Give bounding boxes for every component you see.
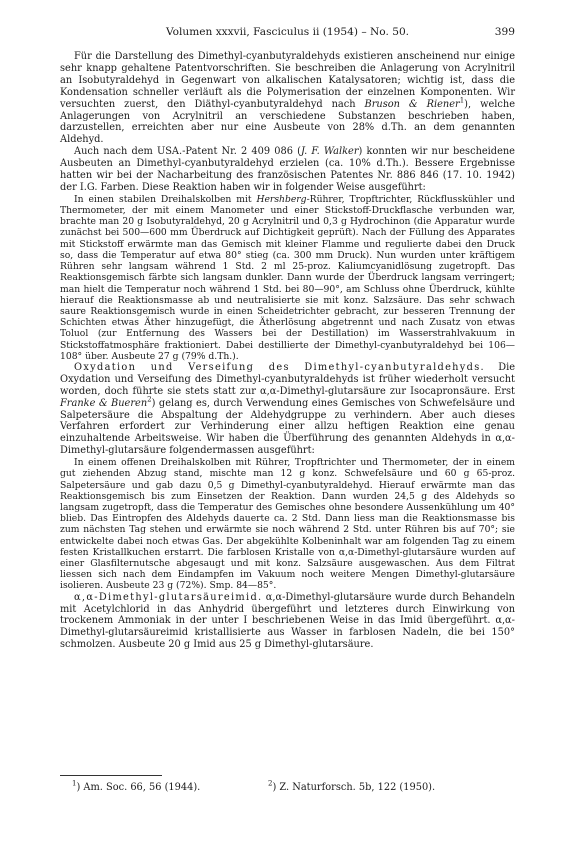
paragraph-procedure-1: In einen stabilen Dreihalskolben mit Hershberg-Rührer, Tropftrichter, Rückflusskühler und Thermometer, der mit einem Manometer und einer Stickstoff-Druckflasche verbunden war, brachte man 20 g Isobutyraldehyd, 20 g Acrylnitril und 0,3 g Hydrochinon (die Apparatur wurde zunächst bei 500—600 mm Überdruck auf Dichtigkeit geprüft). Nach der Füllung des Apparates mit Stickstoff erwärmte man das Gemisch mit kleiner Flamme und regulierte dabei den Druck so, dass die Temperatur auf etwa 80° stieg (ca. 300 mm Druck). Nun wurden unter kräftigem Rühren sehr langsam während 1 Std. 2 ml 25-proz. Kaliumcyanidlösung zugetropft. Das Reaktionsgemisch färbte sich langsam dunkler. Dann wurde der Überdruck langsam verringert; man hielt die Temperatur noch während 1 Std. bei 80—90°, am Schluss ohne Überdruck, kühlte hierauf die Reaktionsmasse ab und neutralisierte sie mit konz. Salzsäure. Das sehr schwach saure Reaktionsgemisch wurde in einen Scheidetrichter gebracht, zur besseren Trennung der Schichten etwas Äther hinzugefügt, die Ätherlösung abgetrennt und nach Zusatz von etwas Toluol (zur Entfernung des Wassers bei der Destillation) im Wasserstrahlvakuum in Stickstoffatmosphäre fraktioniert. Dabei destillierte der Dimethyl-cyanbutyraldehyd bei 106—108° über. Ausbeute 27 g (79% d.Th.). (60, 193, 515, 362)
running-title: Volumen xxxvii, Fasciculus ii (1954) – No. 50. (165, 26, 410, 38)
paragraph-procedure-2: In einem offenen Dreihalskolben mit Rührer, Tropftrichter und Thermometer, der in einem gut ziehenden Abzug stand, mischte man 12 g konz. Schwefelsäure und 60 g 65-proz. Salpetersäure und gab dazu 0,5 g Dimethyl-cyanbutyraldehyd. Hierauf erwärmte man das Reaktionsgemisch bis zum Einsetzen der Reaktion. Dann wurden 24,5 g des Aldehyds so langsam zugetropft, dass die Temperatur des Gemisches ohne besondere Aussenkühlung um 40° blieb. Das Eintropfen des Aldehyds dauerte ca. 2 Std. Dann liess man die Reaktionsmasse bis zum nächsten Tag stehen und erwärmte sie noch während 2 Std. unter Rühren bis auf 70°; sie entwickelte dabei noch etwas Gas. Der abgekühlte Kolbeninhalt war am folgenden Tag zu einem festen Kristallkuchen erstarrt. Die farblosen Kristalle von α,α-Dimethyl-glutarsäure wurden auf einer Glasfilternutsche abgesaugt und mit konz. Salzsäure ausgewaschen. Aus dem Filtrat liessen sich nach dem Eindampfen im Vakuum noch weitere Mengen Dimethyl-glutarsäure isolieren. Ausbeute 23 g (72%). Smp. 84—85°. (60, 457, 515, 592)
paragraph-intro: Für die Darstellung des Dimethyl-cyanbutyraldehyds existieren anscheinend nur einige sehr knapp gehaltene Patentvorschriften. Sie beschreiben die Anlagerung von Acrylnitril an Isobutyraldehyd in Gegenwart von alkalischen Katalysatoren; wichtig ist, dass die Kondensation schneller verläuft als die Polymerisation der einzelnen Komponenten. Wir versuchten zuerst, den Diäthyl-cyanbutyraldehyd nach Bruson & Riener$^1$), welche Anlagerungen von Acrylnitril an verschiedene Substanzen beschrieben haben, darzustellen, erreichten aber nur eine Ausbeute von 28% d.Th. an dem genannten Aldehyd. (60, 51, 515, 146)
footnote-ref: 2 (147, 395, 152, 404)
journal-page (60, 0, 515, 864)
running-header (60, 26, 515, 40)
footnote-1: $^1$) Am. Soc. 66, 56 (1944). (72, 779, 201, 793)
paragraph-patent: Auch nach dem USA.-Patent Nr. 2 409 086 (J. F. Walker) konnten wir nur bescheidene Ausbeuten an Dimethyl-cyanbutyraldehyd erzielen (ca. 10% d.Th.). Bessere Ergebnisse hatten wir bei der Nacharbeitung des französischen Patentes Nr. 886 846 (17. 10. 1942) der I.G. Farben. Diese Reaktion haben wir in folgender Weise ausgeführt: (60, 146, 515, 193)
section-heading: Oxydation und Verseifung des Dimethyl-cyanbutyraldehyds. (74, 361, 485, 373)
article-body (60, 51, 515, 651)
paragraph-imide: α,α-Dimethyl-glutarsäureimid. α,α-Dimethyl-glutarsäure wurde durch Behandeln mit Acetylchlorid in das Anhydrid übergeführt und letzteres durch Einwirkung von trockenem Ammoniak in der unter I beschriebenen Weise in das Imid übergeführt. α,α-Dimethyl-glutarsäureimid kristallisierte aus Wasser in farblosen Nadeln, die bei 150° schmolzen. Ausbeute 20 g Imid aus 25 g Dimethyl-glutarsäure. (60, 591, 515, 651)
footnote-2: $^2$) Z. Naturforsch. 5b, 122 (1950). (268, 779, 436, 793)
section-heading: α,α-Dimethyl-glutarsäureimid. (74, 591, 263, 603)
footnote-ref: 1 (459, 96, 465, 105)
paragraph-oxidation: Oxydation und Verseifung des Dimethyl-cyanbutyraldehyds. Die Oxydation und Verseifung des Dimethyl-cyanbutyraldehyds ist früher wiederholt versucht worden, doch führte sie stets statt zur α,α-Dimethyl-glutarsäure zur Isocapronsäure. Erst Franke & Bueren$^2$) gelang es, durch Verwendung eines Gemisches von Schwefelsäure und Salpetersäure die Abspaltung der Aldehydgruppe zu verhindern. Aber auch dieses Verfahren erfordert zur Verhinderung einer allzu heftigen Reaktion eine genau einzuhaltende Arbeitsweise. Wir haben die Überführung des genannten Aldehyds in α,α-Dimethyl-glutarsäure folgendermassen ausgeführt: (60, 361, 515, 457)
page-number: 399 (494, 26, 515, 38)
author-citation: Hershberg (256, 193, 307, 205)
author-citation: Franke & Bueren (60, 397, 148, 409)
author-citation: Bruson & Riener (364, 98, 460, 110)
footnote-divider (60, 775, 162, 776)
author-citation: J. F. Walker (300, 146, 359, 158)
